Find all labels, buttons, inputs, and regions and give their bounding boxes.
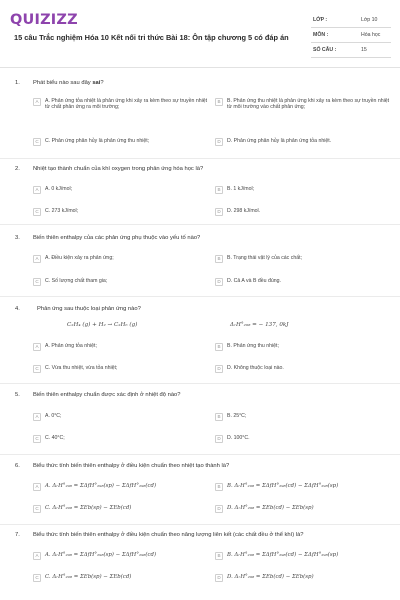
option-letter: A (33, 98, 41, 106)
option-text: D. ΔᵣH°₂₉₈ = ΣEb(cđ) − ΣEb(sp) (227, 574, 314, 580)
option-b[interactable] (215, 483, 390, 491)
option-text: A. 0 kJ/mol; (45, 186, 73, 192)
question-divider (0, 383, 400, 384)
option-letter: C (33, 208, 41, 216)
question-number: 1. (15, 80, 20, 86)
option-letter: A (33, 552, 41, 560)
option-d[interactable] (215, 208, 390, 216)
option-b[interactable] (215, 98, 390, 111)
option-letter: D (215, 278, 223, 286)
option-letter: B (215, 98, 223, 106)
option-a[interactable] (33, 413, 208, 421)
option-a[interactable] (33, 552, 208, 560)
option-d[interactable] (215, 435, 390, 443)
meta-table (311, 13, 391, 58)
question-text: Biến thiên enthalpy của các phản ứng phụ thuộc vào yếu tố nào? (33, 235, 201, 241)
meta-key: SỐ CÂU : (313, 47, 337, 53)
option-text: A. Điều kiện xảy ra phản ứng; (45, 255, 114, 261)
option-letter: A (33, 483, 41, 491)
option-letter: A (33, 343, 41, 351)
option-text: A. ΔᵣH°₂₉₈ = ΣΔfH°₂₉₈(sp) − ΣΔfH°₂₉₈(cđ) (45, 552, 157, 558)
meta-value: 15 (361, 47, 367, 53)
option-text: C. Vừa thu nhiệt, vừa tỏa nhiệt; (45, 365, 118, 371)
meta-value: Lớp 10 (361, 17, 378, 23)
question-number: 7. (15, 532, 20, 538)
option-b[interactable] (215, 343, 390, 351)
option-letter: B (215, 483, 223, 491)
option-text: C. 40°C; (45, 435, 65, 441)
option-text: C. Phản ứng phân hủy là phản ứng thu nhiệt; (45, 138, 150, 144)
header-divider (0, 67, 400, 68)
option-text: B. Phản ứng thu nhiệt; (227, 343, 279, 349)
option-text: B. ΔᵣH°₂₉₈ = ΣΔfH°₂₉₈(cđ) − ΣΔfH°₂₉₈(sp) (227, 552, 339, 558)
reaction-enthalpy: ΔᵣH°₂₉₈ = − 137, 0kJ (230, 322, 289, 328)
option-d[interactable] (215, 138, 390, 146)
option-letter: C (33, 435, 41, 443)
option-letter: D (215, 574, 223, 582)
question-number: 5. (15, 392, 20, 398)
option-text: D. 298 kJ/mol. (227, 208, 261, 214)
option-c[interactable] (33, 278, 208, 286)
question-text: Phát biểu nào sau đây sai? (33, 80, 104, 86)
option-letter: D (215, 365, 223, 373)
quizizz-logo: QUIZIZZ (10, 12, 78, 28)
option-text: B. 25°C; (227, 413, 247, 419)
option-a[interactable] (33, 255, 208, 263)
option-text: B. Trạng thái vật lý của các chất; (227, 255, 302, 261)
option-letter: A (33, 186, 41, 194)
option-letter: B (215, 186, 223, 194)
option-letter: C (33, 574, 41, 582)
option-text: C. ΔᵣH°₂₉₈ = ΣEb(sp) − ΣEb(cđ) (45, 574, 132, 580)
question-text: Biến thiên enthalpy chuẩn được xác định ở nhiệt độ nào? (33, 392, 181, 398)
option-letter: D (215, 435, 223, 443)
option-letter: D (215, 138, 223, 146)
option-letter: B (215, 255, 223, 263)
question-divider (0, 524, 400, 525)
option-c[interactable] (33, 505, 208, 513)
option-letter: D (215, 208, 223, 216)
option-text: D. Cả A và B đều đúng. (227, 278, 281, 284)
option-b[interactable] (215, 255, 390, 263)
question-number: 4. (15, 306, 20, 312)
option-d[interactable] (215, 505, 390, 513)
option-text: A. ΔᵣH°₂₉₈ = ΣΔfH°₂₉₈(sp) − ΣΔfH°₂₉₈(cđ) (45, 483, 157, 489)
option-d[interactable] (215, 278, 390, 286)
option-text: D. Phản ứng phân hủy là phản ứng tỏa nhiệt. (227, 138, 332, 144)
option-text: B. 1 kJ/mol; (227, 186, 255, 192)
option-letter: B (215, 343, 223, 351)
reaction-equation: C₂H₄ (g) + H₂ → C₂H₆ (g) (67, 322, 138, 328)
option-letter: A (33, 255, 41, 263)
option-letter: B (215, 552, 223, 560)
option-c[interactable] (33, 574, 208, 582)
option-b[interactable] (215, 413, 390, 421)
option-letter: C (33, 138, 41, 146)
option-text: B. ΔᵣH°₂₉₈ = ΣΔfH°₂₉₈(cđ) − ΣΔfH°₂₉₈(sp) (227, 483, 339, 489)
page-title: 15 câu Trắc nghiệm Hóa 10 Kết nối tri thức Bài 18: Ôn tập chương 5 có đáp án (14, 33, 289, 42)
option-letter: C (33, 278, 41, 286)
question-number: 3. (15, 235, 20, 241)
option-text: B. Phản ứng thu nhiệt là phản ứng khi xảy ra kèm theo sự truyền nhiệt từ môi trường vào chất phản ứng; (227, 98, 390, 111)
option-d[interactable] (215, 365, 390, 373)
option-d[interactable] (215, 574, 390, 582)
option-c[interactable] (33, 435, 208, 443)
option-text: D. ΔᵣH°₂₉₈ = ΣEb(cđ) − ΣEb(sp) (227, 505, 314, 511)
meta-key: MÔN : (313, 32, 329, 38)
option-text: C. 273 kJ/mol; (45, 208, 79, 214)
question-divider (0, 158, 400, 159)
meta-row-count (311, 43, 391, 58)
option-text: A. 0°C; (45, 413, 62, 419)
meta-value: Hóa học (361, 32, 381, 38)
option-text: D. Không thuộc loại nào. (227, 365, 284, 371)
meta-key: LỚP : (313, 17, 328, 23)
option-text: A. Phản ứng tỏa nhiệt là phản ứng khi xảy ra kèm theo sự truyền nhiệt từ chất phản ứng ra môi trường; (45, 98, 208, 111)
option-letter: C (33, 365, 41, 373)
option-a[interactable] (33, 343, 208, 351)
option-c[interactable] (33, 138, 208, 146)
meta-row-subject (311, 28, 391, 43)
option-c[interactable] (33, 365, 208, 373)
meta-row-class (311, 13, 391, 28)
option-c[interactable] (33, 208, 208, 216)
question-divider (0, 224, 400, 225)
option-b[interactable] (215, 186, 390, 194)
question-number: 2. (15, 166, 20, 172)
option-text: D. 100°C. (227, 435, 250, 441)
option-letter: B (215, 413, 223, 421)
option-text: C. ΔᵣH°₂₉₈ = ΣEb(sp) − ΣEb(cđ) (45, 505, 132, 511)
option-a[interactable] (33, 483, 208, 491)
question-text: Biểu thức tính biến thiên enthalpy ở điều kiện chuẩn theo nhiệt tạo thành là? (33, 463, 230, 469)
option-text: A. Phản ứng tỏa nhiệt; (45, 343, 97, 349)
option-text: C. Số lượng chất tham gia; (45, 278, 108, 284)
option-letter: C (33, 505, 41, 513)
question-text: Biểu thức tính biến thiên enthalpy ở điều kiện chuẩn theo năng lượng liên kết (các chất đều ở thể khí) là? (33, 532, 304, 538)
question-text: Phản ứng sau thuộc loại phản ứng nào? (37, 306, 141, 312)
question-number: 6. (15, 463, 20, 469)
question-divider (0, 454, 400, 455)
question-text: Nhiệt tạo thành chuẩn của khí oxygen trong phản ứng hóa học là? (33, 166, 204, 172)
option-letter: D (215, 505, 223, 513)
question-divider (0, 296, 400, 297)
option-b[interactable] (215, 552, 390, 560)
option-letter: A (33, 413, 41, 421)
option-a[interactable] (33, 186, 208, 194)
page-header (0, 0, 400, 70)
option-a[interactable] (33, 98, 208, 111)
